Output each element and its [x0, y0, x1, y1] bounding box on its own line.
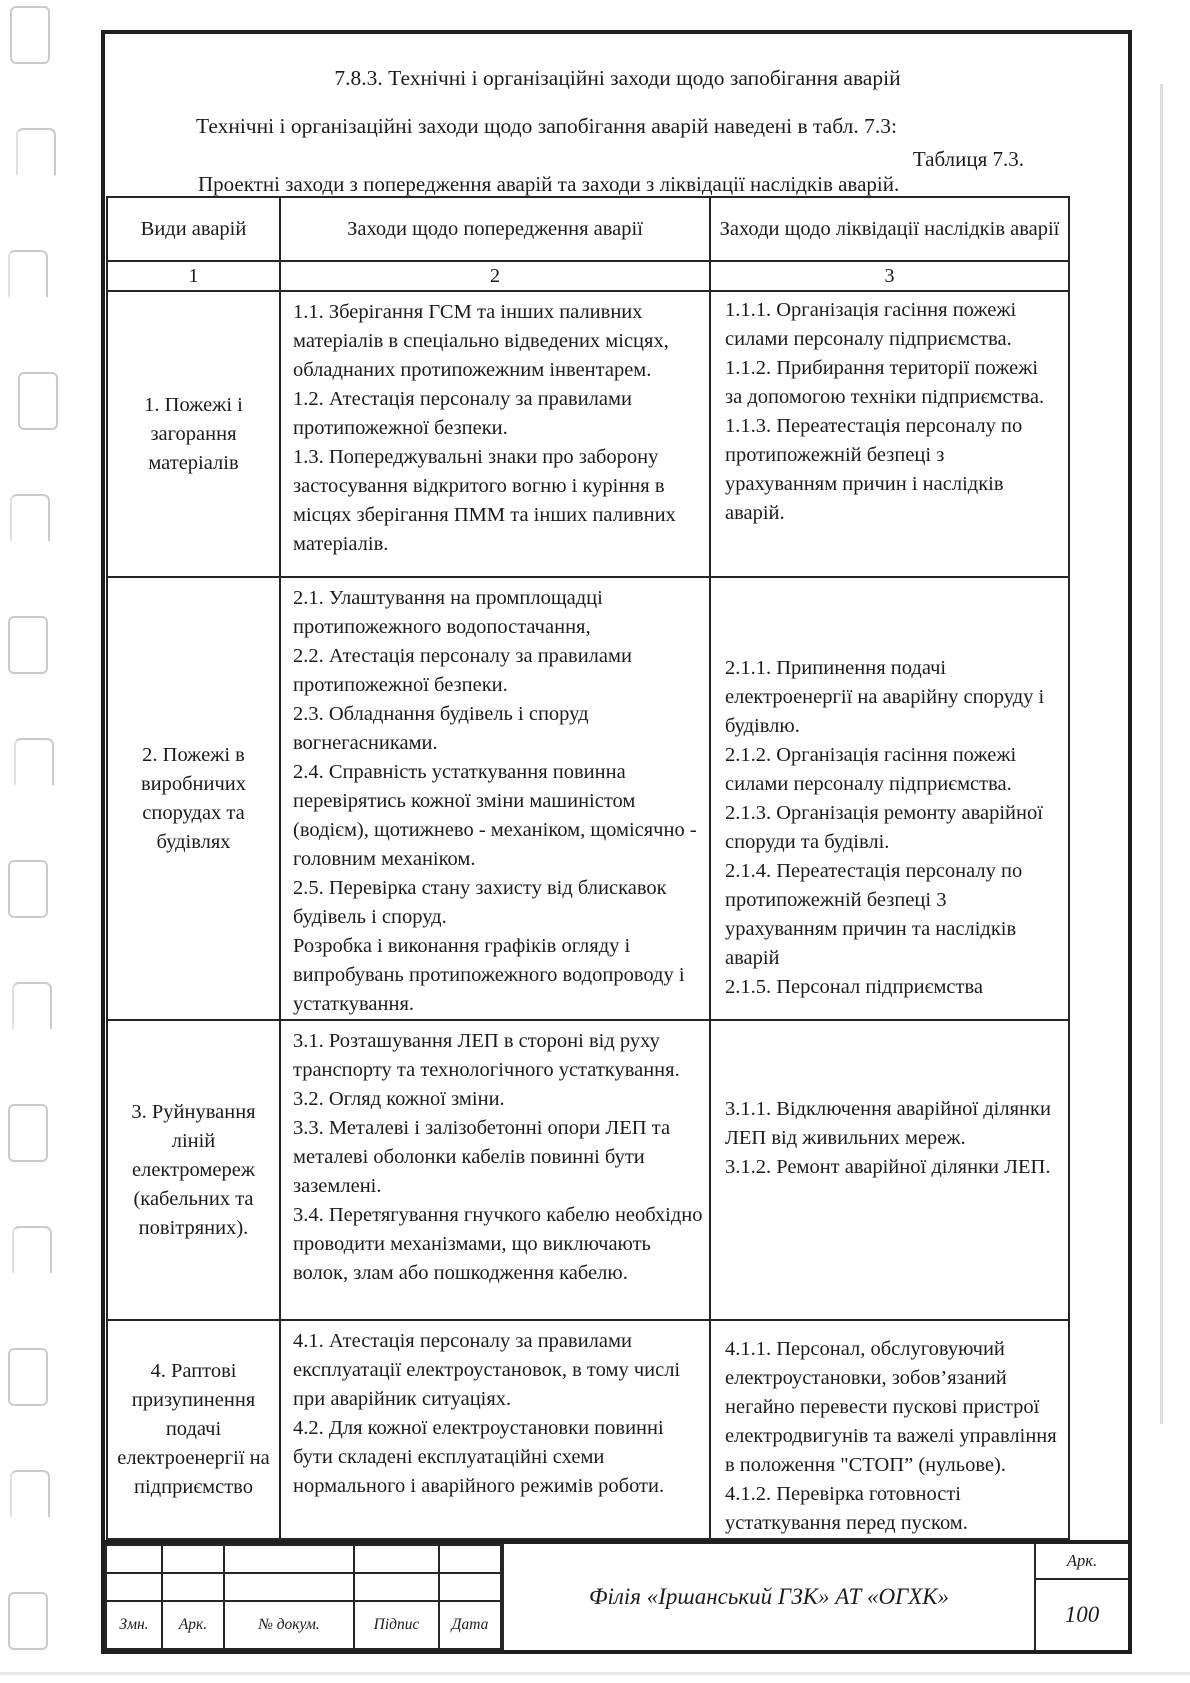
organization-name: Філія «Іршанський ГЗК» АТ «ОГХК» [502, 1544, 1036, 1650]
list-item: 1.1.3. Переатестація персоналу по протипожежній безпеці з урахуванням причин і наслідків аварій. [725, 415, 1023, 524]
title-block-grid [105, 1544, 502, 1650]
empty-cell [439, 1573, 501, 1601]
list-item: 1.3. Попереджувальні знаки про заборону застосування відкритого вогню і куріння в місцях зберігання ПММ та інших паливних матеріалів. [293, 446, 676, 555]
list-item: 1.1.2. Прибирання території пожежі за допомогою техніки підприємства. [725, 357, 1045, 408]
list-item: 3.3. Металеві і залізобетонні опори ЛЕП та металеві оболонки кабелів повинні бути заземлені. [293, 1117, 671, 1197]
binder-hole-mark [14, 738, 54, 786]
table-row [107, 1320, 1069, 1539]
sheet-number: 100 [1064, 1602, 1100, 1627]
list-item: 2.1.5. Персонал підприємства [725, 976, 983, 998]
measures-table [106, 196, 1070, 1540]
binder-hole-mark [8, 1104, 48, 1162]
header-row [107, 197, 1069, 261]
empty-cell [106, 1545, 162, 1573]
binder-hole-mark [18, 372, 58, 430]
empty-cell [162, 1545, 224, 1573]
label-signature: Підпис [354, 1601, 439, 1649]
binder-hole-mark [8, 860, 48, 918]
list-item: 2.1.3. Організація ремонту аварійної споруди та будівлі. [725, 802, 1043, 853]
label-zmn: Змн. [106, 1601, 162, 1649]
empty-cell [354, 1573, 439, 1601]
header-liquidation: Заходи щодо ліквідації наслідків аварії [710, 197, 1069, 261]
list-item: 1.2. Атестація персоналу за правилами протипожежної безпеки. [293, 388, 632, 439]
list-item: 1.1. Зберігання ГСМ та інших паливних матеріалів в спеціально відведених місцях, обладнаних протипожежним інвентарем. [293, 301, 669, 381]
section-title: 7.8.3. Технічні і організаційні заходи щодо запобігання аварій [334, 66, 901, 90]
empty-cell [224, 1545, 354, 1573]
binder-hole-mark [10, 6, 50, 64]
liquidation-cell [710, 577, 1069, 1020]
binder-hole-mark [12, 1226, 52, 1274]
list-item: 4.1.2. Перевірка готовності устаткування перед пуском. [725, 1483, 968, 1534]
empty-cell [354, 1545, 439, 1573]
scan-edge-artifact [1160, 84, 1163, 1424]
list-item: 1.1.1. Організація гасіння пожежі силами персоналу підприємства. [725, 299, 1017, 350]
column-number: 3 [710, 261, 1069, 291]
prevention-cell [280, 291, 710, 577]
title-block [101, 1540, 1132, 1654]
label-date: Дата [439, 1601, 501, 1649]
list-item: 3.2. Огляд кожної зміни. [293, 1088, 505, 1110]
list-item: 2.1.2. Організація гасіння пожежі силами персоналу підприємства. [725, 744, 1017, 795]
binder-hole-mark [8, 616, 48, 674]
table-row [107, 577, 1069, 1020]
prevention-cell [280, 1320, 710, 1539]
scan-edge-artifact [0, 1672, 1190, 1675]
list-item: 2.1. Улаштування на промплощадці протипожежного водопостачання, [293, 587, 603, 638]
sheet-label: Арк. [1036, 1544, 1128, 1580]
binder-hole-mark [10, 1470, 50, 1518]
binder-hole-mark [12, 982, 52, 1030]
title-block-empty-row [106, 1573, 501, 1601]
table-row [107, 1020, 1069, 1320]
label-docnum: № докум. [224, 1601, 354, 1649]
liquidation-cell [710, 291, 1069, 577]
table-caption: Проектні заходи з попередження аварій та заходи з ліквідації наслідків аварій. [198, 172, 900, 196]
title-block-empty-row [106, 1545, 501, 1573]
empty-cell [439, 1545, 501, 1573]
list-item: Розробка і виконання графіків огляду і випробувань протипожежного водопроводу і устаткування. [293, 935, 685, 1015]
list-item: 3.4. Перетягування гнучкого кабелю необхідно проводити механізмами, що виключають волок, злам або пошкодження кабелю. [293, 1204, 703, 1284]
accident-type-cell: 1. Пожежі і загорання матеріалів [107, 291, 280, 577]
empty-cell [224, 1573, 354, 1601]
intro-text: Технічні і організаційні заходи щодо запобігання аварій наведені в табл. 7.3: [196, 114, 897, 138]
binder-hole-mark [8, 250, 48, 298]
list-item: 3.1. Розташування ЛЕП в стороні від руху транспорту та технологічного устаткування. [293, 1030, 680, 1081]
empty-cell [162, 1573, 224, 1601]
empty-cell [106, 1573, 162, 1601]
accident-type-cell: 3. Руйнування ліній електромереж (кабельних та повітряних). [107, 1020, 280, 1320]
label-ark: Арк. [162, 1601, 224, 1649]
accident-type-cell: 4. Раптові призупинення подачі електроенергії на підприємство [107, 1320, 280, 1539]
header-accident-types: Види аварій [107, 197, 280, 261]
list-item: 2.5. Перевірка стану захисту від блискавок будівель і споруд. [293, 877, 667, 928]
table-row [107, 291, 1069, 577]
list-item: 4.2. Для кожної електроустановки повинні бути складені експлуатаційні схеми нормального і аварійного режимів роботи. [293, 1417, 665, 1497]
column-number-row [107, 261, 1069, 291]
title-block-label-row [106, 1601, 501, 1649]
sheet-number-box [1036, 1544, 1128, 1650]
list-item: 2.3. Обладнання будівель і споруд вогнегасниками. [293, 703, 589, 754]
list-item: 3.1.2. Ремонт аварійної ділянки ЛЕП. [725, 1156, 1051, 1178]
binder-hole-mark [8, 1592, 48, 1650]
binder-hole-mark [10, 494, 50, 542]
column-number: 2 [280, 261, 710, 291]
list-item: 2.1.4. Переатестація персоналу по протипожежній безпеці 3 урахуванням причин та наслідків аварій [725, 860, 1023, 969]
accident-type-cell: 2. Пожежі в виробничих спорудах та будівлях [107, 577, 280, 1020]
prevention-cell [280, 1020, 710, 1320]
list-item: 2.1.1. Припинення подачі електроенергії на аварійну споруду і будівлю. [725, 657, 1045, 737]
list-item: 2.4. Справність устаткування повинна перевірятись кожної зміни машиністом (водієм), щотижнево - механіком, щомісячно - головним механіком. [293, 761, 697, 870]
binder-hole-mark [8, 1348, 48, 1406]
list-item: 4.1.1. Персонал, обслуговуючий електроустановки, зобов’язаний негайно перевести пускові пристрої електродвигунів та важелі управління в положення "СТОП” (нульове). [725, 1338, 1057, 1476]
header-prevention: Заходи щодо попередження аварії [280, 197, 710, 261]
list-item: 2.2. Атестація персоналу за правилами протипожежної безпеки. [293, 645, 632, 696]
list-item: 4.1. Атестація персоналу за правилами експлуатації електроустановок, в тому числі при аварійник ситуаціях. [293, 1330, 681, 1410]
column-number: 1 [107, 261, 280, 291]
liquidation-cell [710, 1320, 1069, 1539]
list-item: 3.1.1. Відключення аварійної ділянки ЛЕП від живильних мереж. [725, 1098, 1051, 1149]
liquidation-cell [710, 1020, 1069, 1320]
prevention-cell [280, 577, 710, 1020]
table-label: Таблиця 7.3. [912, 147, 1024, 171]
